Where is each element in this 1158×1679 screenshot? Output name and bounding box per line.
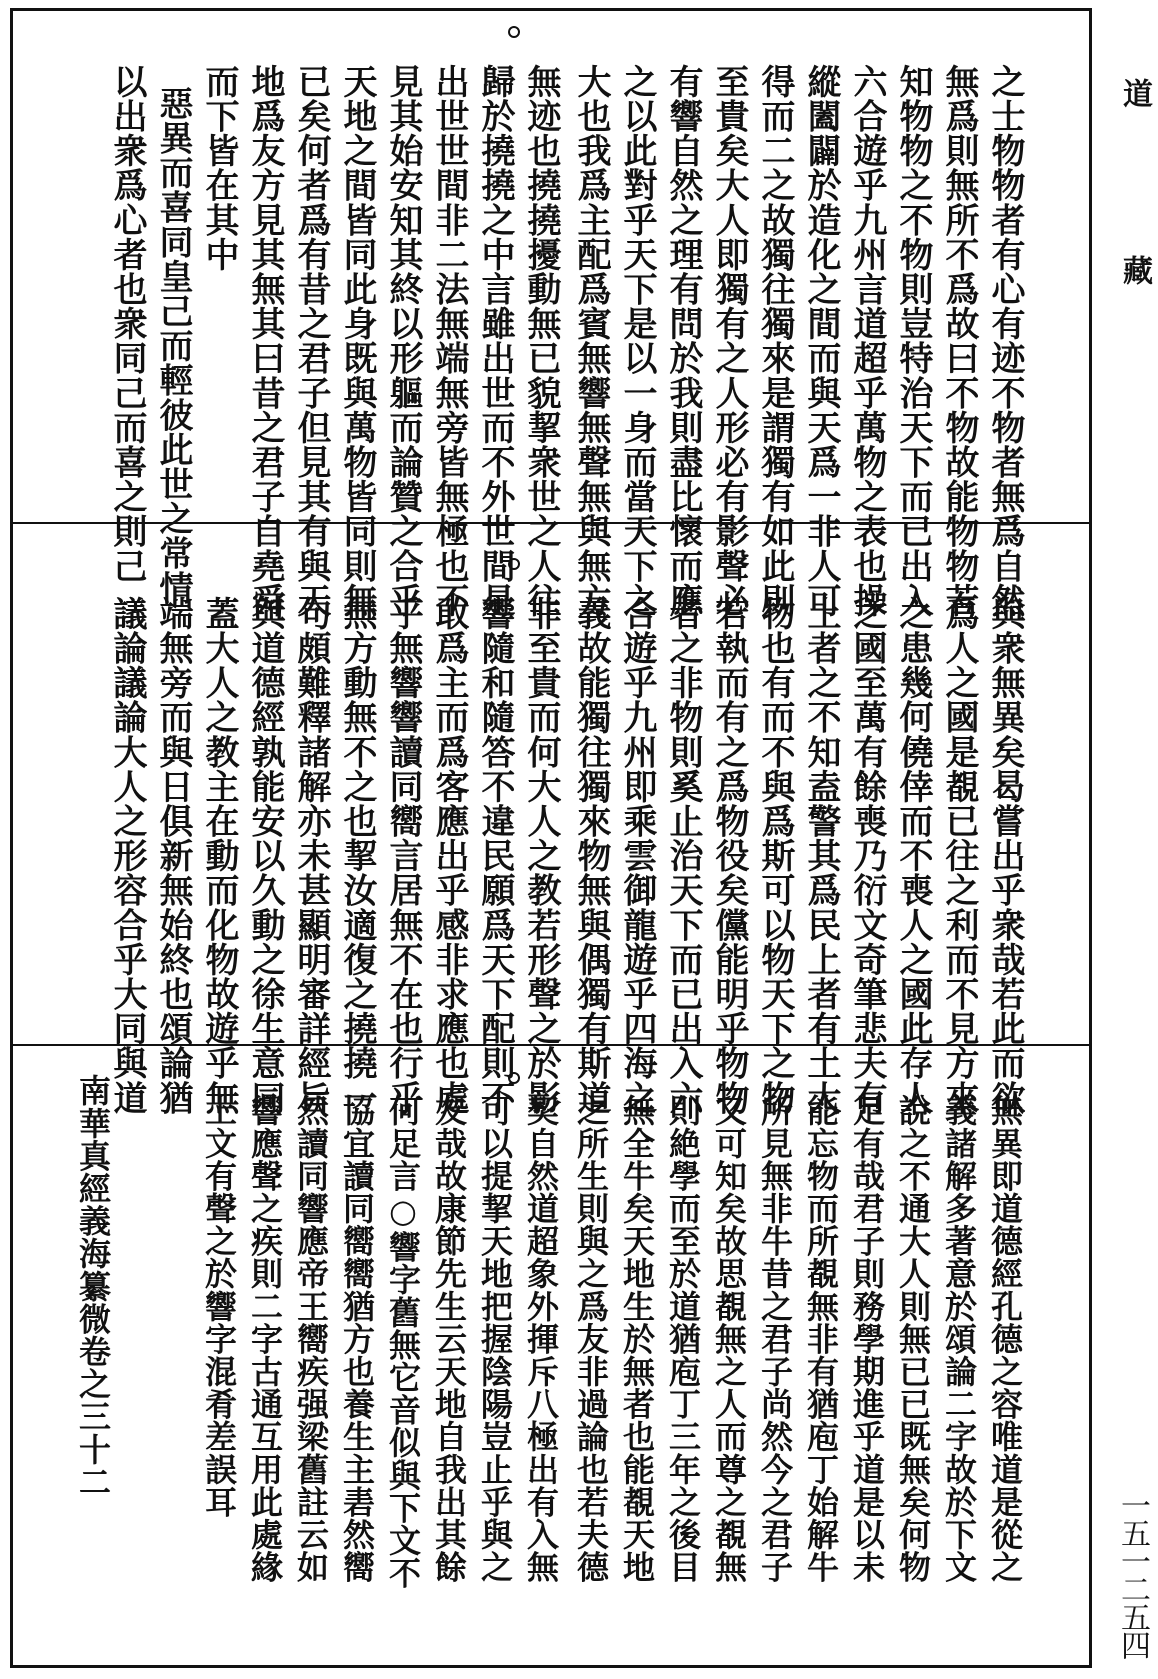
text-column: 與道德經孰能安以久動之徐生意同 xyxy=(245,596,285,1115)
text-column: 句頗難釋諸解亦未甚顯明審詳經旨 xyxy=(291,596,331,1115)
text-column: 見其始安知其終以形軀而論贊之合乎 xyxy=(383,64,423,618)
text-column: 非至貴而何大人之教若形聲之於影 xyxy=(521,596,561,1115)
text-column: 乎無響響讀同嚮言居無不在也行乎 xyxy=(383,596,423,1115)
text-column: 無迹也撓撓擾動無已貌挈衆世之人往 xyxy=(521,64,561,618)
text-column: 契自然道超象外揮斥八極出有入無 xyxy=(522,1094,560,1583)
section-marker-circle xyxy=(508,26,520,38)
text-column: 響應聲之疾則二字古通互用此處緣 xyxy=(246,1094,284,1583)
text-column: 則絶學而至於道猶庖丁三年之後目 xyxy=(664,1094,702,1583)
text-column: 之患幾何僥倖而不喪人之國此存人 xyxy=(893,596,933,1115)
margin-label-zang: 藏 xyxy=(1117,255,1152,285)
chapter-title: 南華真經義海纂微卷之三十二 xyxy=(74,1074,112,1498)
text-column: 六合遊乎九州言道超乎萬物之表也操 xyxy=(847,64,887,618)
text-column: 議論議論大人之形容合乎大同與道 xyxy=(107,596,147,1115)
page-number: 一五一二五四 xyxy=(1115,1490,1150,1658)
text-column: 之士物物者有心有迹不物者無爲自然 xyxy=(985,64,1025,618)
text-column: 上文有聲之於響字混肴差誤耳 xyxy=(200,1094,238,1518)
text-column: 無全牛矣天地生於無者也能覩天地 xyxy=(618,1094,656,1583)
text-column: 知物物之不物則豈特治天下而已出入 xyxy=(893,64,933,618)
text-column: 而下皆在其中 xyxy=(199,64,239,272)
text-panel-top xyxy=(70,64,1030,618)
text-column: 大也我爲主配爲賓無響無聲無與無方 xyxy=(571,64,611,618)
text-column: 蓋大人之教主在動而化物故遊乎無 xyxy=(199,596,239,1115)
text-column: 又可知矣故思覩無之人而尊之覩無 xyxy=(710,1094,748,1583)
text-column: 土者之不知盍警其爲民上者有土大 xyxy=(801,596,841,1115)
text-column: 歸於撓撓之中言雖出世而不外世間是 xyxy=(475,64,515,618)
text-column: 然讀同響應帝王嚮疾强梁舊註云如 xyxy=(292,1094,330,1583)
text-column: 說之不通大人則無已已既無矣何物 xyxy=(894,1094,932,1583)
text-column: 天地之間皆同此身既與萬物皆同則無 xyxy=(337,64,377,618)
text-column: 義故能獨往獨來物無與偶獨有斯道 xyxy=(571,596,611,1115)
text-column: 有響自然之理有問於我則盡比懷而應 xyxy=(663,64,703,618)
text-column: 與衆無異矣曷嘗出乎衆哉若此而欲 xyxy=(985,596,1025,1115)
text-column: 以出衆爲心者也衆同己而喜之則己 xyxy=(107,64,147,583)
text-column: 所見無非牛昔之君子尚然今之君子 xyxy=(756,1094,794,1583)
text-column: 友哉故康節先生云天地自我出其餘 xyxy=(430,1094,468,1583)
text-column: 之所生則與之爲友非過論也若夫德 xyxy=(572,1094,610,1583)
text-column: 合遊乎九州即乘雲御龍遊乎四海之 xyxy=(617,596,657,1115)
text-column: 之國至萬有餘喪乃衍文奇筆悲夫有 xyxy=(847,596,887,1115)
text-column: 響隨和隨答不違民願爲天下配則不 xyxy=(475,596,515,1115)
text-column: 出世世間非二法無端無旁皆無極也不 xyxy=(429,64,469,618)
margin-label-dao: 道 xyxy=(1117,78,1152,108)
text-column: 縱闔闢於造化之間而與天爲一非人可 xyxy=(801,64,841,618)
text-column: 無異即道德經孔德之容唯道是從之 xyxy=(986,1094,1024,1583)
text-column: 敢爲主而爲客應出乎感非求應也處 xyxy=(429,596,469,1115)
text-panel-middle xyxy=(70,596,1030,1115)
text-column: 若執而有之爲物役矣儻能明乎物物 xyxy=(709,596,749,1115)
text-column: 足有哉君子則務學期進乎道是以未 xyxy=(848,1094,886,1583)
text-column: 協宜讀同嚮嚮猶方也養生主砉然嚮 xyxy=(338,1094,376,1583)
text-column: 已矣何者爲有昔之君子但見其有與天 xyxy=(291,64,331,618)
text-column: 得而二之故獨往獨來是謂獨有如此則 xyxy=(755,64,795,618)
text-column: 惡異而喜同皇己而輕彼此世之常情 xyxy=(153,86,193,605)
text-column: 至貴矣大人即獨有之人形必有影聲必 xyxy=(709,64,749,618)
text-column: 物也有而不與爲斯可以物天下之物 xyxy=(755,596,795,1115)
text-column: 者之非物則奚止治天下而已出入六 xyxy=(663,596,703,1115)
text-panel-bottom xyxy=(70,1074,1030,1654)
text-column: 端無旁而與日俱新無始終也頌論猶 xyxy=(153,596,193,1115)
text-column: 能忘物而所覩無非有猶庖丁始解牛 xyxy=(802,1094,840,1583)
text-column: 無爲則無所不爲故曰不物故能物物若 xyxy=(939,64,979,618)
text-column: 義諸解多著意於頌論二字故於下文 xyxy=(940,1094,978,1583)
text-column: 之以此對乎天下是以一身而當天下之 xyxy=(617,64,657,618)
text-column: 地爲友方見其無其曰昔之君子自堯舜 xyxy=(245,64,285,618)
text-column: 可以提挈天地把握陰陽豈止乎與之 xyxy=(476,1094,514,1583)
text-column: 無方動無不之也挈汝適復之撓撓一 xyxy=(337,596,377,1115)
text-column: 何足言○響字舊無它音似與下文不 xyxy=(384,1094,422,1589)
text-column: 爲人之國是覩已往之利而不見方來 xyxy=(939,596,979,1115)
